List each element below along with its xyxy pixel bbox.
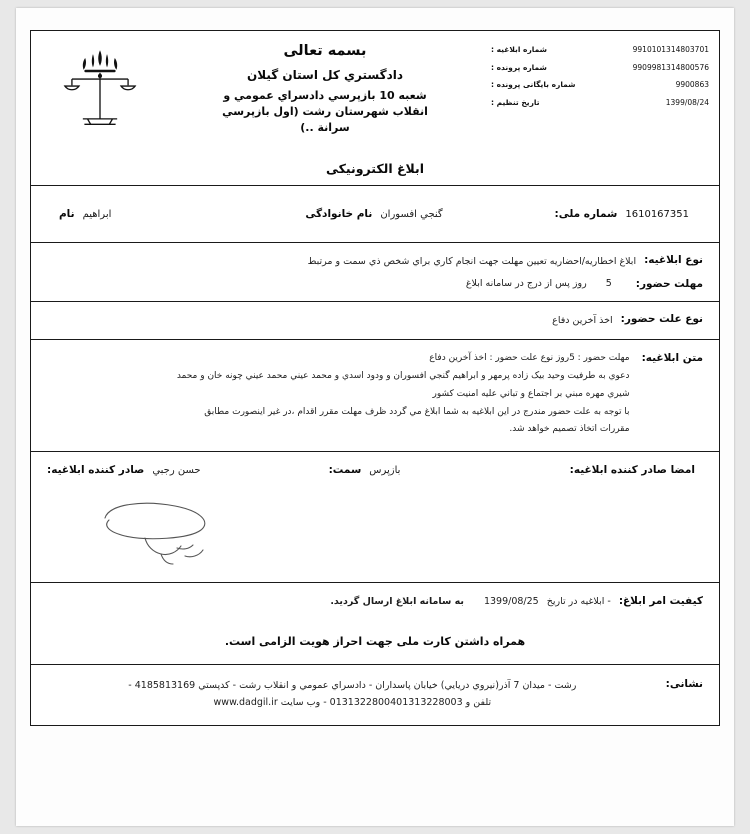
dash-separator: - <box>320 697 327 709</box>
signature-label: امضا صادر کننده ابلاغیه: <box>569 464 695 477</box>
notice-type-row <box>31 243 719 302</box>
emblem-container <box>41 39 159 153</box>
signer-row <box>31 452 719 583</box>
national-id-field <box>481 208 703 220</box>
status-date: 1399/08/25 <box>483 596 539 608</box>
reason-value: اخذ آخرین دفاع <box>552 315 613 327</box>
document-header-row <box>31 31 719 186</box>
iran-emblem-icon <box>61 47 139 133</box>
branch-name-line-3: سرانة ..) <box>300 120 350 134</box>
address-body <box>47 677 658 711</box>
header-center-block <box>159 39 491 153</box>
branch-name-line-1: شعبه 10 بازپرسي دادسراي عمومي و <box>223 89 427 102</box>
deadline-value <box>466 278 628 289</box>
meta-value-case-number: 9909981314800576 <box>632 62 709 72</box>
reason-line <box>47 313 703 328</box>
meta-row-issue-date <box>491 98 709 107</box>
status-label: کیفیت امر ابلاغ: <box>618 595 703 608</box>
issuer-field <box>47 464 267 476</box>
reason-row <box>31 302 719 340</box>
signer-block <box>31 452 719 582</box>
notice-body-line-1: مهلت حضور : 5روز نوع علت حضور : اخذ آخرین دفاع <box>429 353 630 364</box>
paper-sheet <box>16 8 734 826</box>
address-label: نشانی: <box>665 678 703 691</box>
signature-image <box>89 492 239 572</box>
website-value: www.dadgil.ir <box>213 697 278 709</box>
reason-block <box>31 302 719 339</box>
notice-body-line-5: مقررات اتخاذ تصمیم خواهد شد. <box>509 424 630 435</box>
person-row <box>31 186 719 243</box>
status-tail: به سامانه ابلاغ ارسال گردید. <box>330 596 464 608</box>
issuer-label: صادر کننده ابلاغیه: <box>47 464 145 477</box>
notice-body-block <box>31 340 719 451</box>
position-label: سمت: <box>328 464 362 477</box>
notice-body-line-3: شیري مهره مبني بر اجتماع و تباني علیه امنیت کشور <box>432 388 630 399</box>
meta-row-archive-number <box>491 80 709 89</box>
besmele-text: بسمه تعالی <box>283 43 367 59</box>
deadline-line <box>47 278 703 290</box>
notice-type-line <box>47 254 703 269</box>
website-label: وب سایت <box>280 697 321 709</box>
meta-label-case-number: شماره پرونده : <box>491 62 547 72</box>
meta-label-archive-number: شماره بایگانی پرونده : <box>491 80 576 89</box>
status-row <box>31 583 719 665</box>
national-id-label: شماره ملی: <box>554 208 618 220</box>
document-title: ابلاغ الکترونیکی <box>326 161 424 176</box>
address-line-1: رشت - میدان 7 آذر(نیروي دریایي) خیابان پاسداران - دادسراي عمومي و انقلاب رشت - کدپستي 4185813169 - <box>128 680 577 692</box>
court-name: دادگستري کل استان گیلان <box>247 68 403 82</box>
issuer-value: حسن رجبي <box>152 465 201 477</box>
meta-row-case-number <box>491 63 709 72</box>
reason-label: نوع علت حضور: <box>620 313 703 326</box>
notice-body-label: متن ابلاغیه: <box>641 352 703 365</box>
first-name-value: ابراهیم <box>82 209 112 220</box>
address-line-2 <box>47 694 658 711</box>
meta-value-issue-date: 1399/08/24 <box>665 97 709 107</box>
meta-value-notice-number: 9910101314803701 <box>632 45 709 54</box>
meta-label-issue-date: تاریخ تنظیم : <box>491 97 540 107</box>
address-row <box>31 665 719 725</box>
deadline-days: 5 <box>605 278 612 290</box>
meta-row-notice-number <box>491 45 709 54</box>
phone-label: تلفن <box>473 697 492 709</box>
family-name-field <box>267 208 481 220</box>
signer-top <box>47 464 703 476</box>
notice-type-label: نوع ابلاغیه: <box>644 254 703 266</box>
signature-field <box>462 464 703 476</box>
status-value: - ابلاغیه در تاریخ <box>546 596 611 608</box>
family-name-label: نام خانوادگی <box>305 208 373 220</box>
national-id-value: 1610167351 <box>625 209 689 220</box>
document-header <box>31 31 719 159</box>
first-name-label: نام <box>58 208 75 220</box>
status-block <box>31 583 719 619</box>
first-name-field <box>47 208 267 220</box>
notice-body-line-2: دعوي به طرفیت وحید بیک زاده پرمهر و ابراهیم گنجي افسوران و ودود اسدي و محمد عیني محمد عیني چونه خان و محمد <box>176 371 630 382</box>
address-block <box>31 665 719 725</box>
position-value: بازپرس <box>369 465 401 477</box>
phone-value: 01313228004و 01313228003 <box>329 697 471 709</box>
notice-document <box>30 30 720 726</box>
notice-type-value: ابلاغ اخطاریه/احضاریه تعیین مهلت جهت انجام کاري براي شخص ذي سمت و مرتبط <box>307 256 637 267</box>
deadline-suffix: روز پس از درج در سامانه ابلاغ <box>465 278 587 290</box>
family-name-value: گنجي افسوران <box>380 209 443 220</box>
person-info <box>31 186 719 242</box>
meta-label-notice-number: شماره ابلاغیه : <box>491 45 548 54</box>
notice-type-block <box>31 243 719 301</box>
deadline-label: مهلت حضور: <box>635 278 703 291</box>
handwritten-signature-icon <box>89 492 239 572</box>
position-field <box>267 464 461 476</box>
header-meta-block <box>491 39 709 153</box>
id-card-note: همراه داشتن کارت ملی جهت احراز هویت الزامی است. <box>224 635 526 649</box>
notice-body-row <box>31 340 719 452</box>
notice-body-line-4: با توجه به علت حضور مندرج در این ابلاغیه به شما ابلاغ مي گردد ظرف مهلت مقرر اقدام ،در غیر اینصورت مطابق <box>204 406 630 417</box>
notice-body-text <box>47 351 634 440</box>
branch-name-line-2: انقلاب شهرستان رشت (اول بازپرسي <box>222 104 428 118</box>
meta-value-archive-number: 9900863 <box>675 80 709 89</box>
